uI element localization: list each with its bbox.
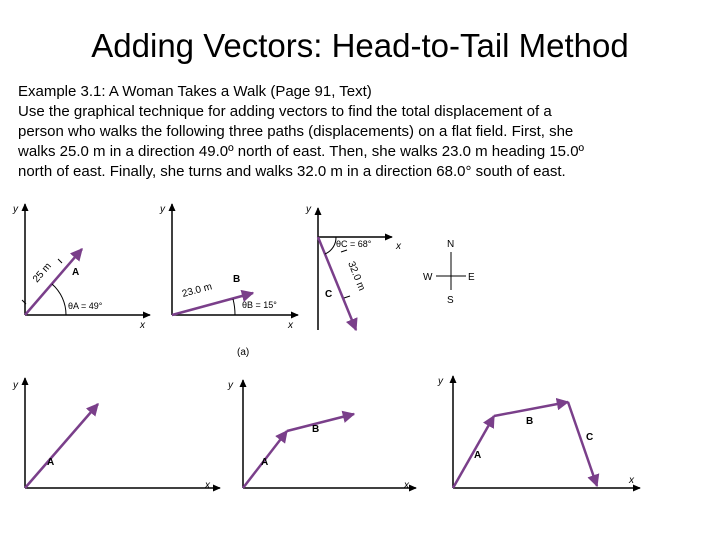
y-axis-label: y bbox=[228, 380, 233, 391]
vector-c-label: C bbox=[325, 289, 333, 300]
vector-c-arrow bbox=[568, 402, 597, 486]
figure-caption: (a) bbox=[237, 347, 250, 358]
angle-c-label: θC = 68° bbox=[336, 239, 372, 249]
body-line-1: Use the graphical technique for adding vectors to find the total displacement of a bbox=[18, 103, 552, 120]
x-axis-label: x bbox=[288, 320, 293, 331]
panel-vector-c bbox=[305, 204, 402, 330]
slide-title: Adding Vectors: Head-to-Tail Method bbox=[91, 27, 629, 64]
vector-b-arrow bbox=[287, 414, 354, 431]
angle-c-arc bbox=[325, 237, 336, 254]
y-axis-label: y bbox=[306, 204, 311, 215]
vector-b-label: B bbox=[526, 416, 534, 427]
x-axis-label: x bbox=[629, 475, 634, 486]
compass-north: N bbox=[447, 239, 455, 250]
vector-diagrams bbox=[0, 190, 720, 530]
compass-rose bbox=[423, 239, 475, 306]
vector-a-arrow bbox=[25, 404, 98, 488]
vector-b-label: B bbox=[312, 424, 320, 435]
length-c-label: 32.0 m bbox=[345, 260, 367, 293]
x-axis-label: x bbox=[396, 241, 401, 252]
panel-vector-b bbox=[159, 204, 298, 358]
x-axis-label: x bbox=[140, 320, 145, 331]
vector-b-label: B bbox=[233, 274, 241, 285]
x-axis-label: x bbox=[205, 480, 210, 491]
length-tick bbox=[341, 250, 347, 252]
y-axis-label: y bbox=[13, 204, 18, 215]
body-line-3: walks 25.0 m in a direction 49.0º north of east. Then, she walks 23.0 m heading 15.0º bbox=[18, 143, 585, 160]
sum-panel-a bbox=[12, 378, 220, 491]
example-heading: Example 3.1: A Woman Takes a Walk (Page 91, Text) bbox=[18, 83, 372, 100]
y-axis-label: y bbox=[13, 380, 18, 391]
panel-vector-a bbox=[12, 204, 150, 331]
vector-a-label: A bbox=[261, 457, 269, 468]
y-axis-label: y bbox=[438, 376, 443, 387]
compass-west: W bbox=[423, 272, 433, 283]
body-line-4: north of east. Finally, she turns and walks 32.0 m in a direction 68.0° south of east. bbox=[18, 163, 566, 180]
vector-a-label: A bbox=[72, 267, 80, 278]
slide-body-text bbox=[18, 82, 718, 182]
length-tick bbox=[344, 296, 350, 298]
vector-a-label: A bbox=[47, 457, 55, 468]
vector-b-arrow bbox=[494, 402, 568, 416]
sum-panel-ab bbox=[227, 380, 416, 491]
y-axis-label: y bbox=[160, 204, 165, 215]
length-b-label: 23.0 m bbox=[180, 281, 214, 300]
angle-b-arc bbox=[233, 299, 235, 315]
body-line-2: person who walks the following three paths (displacements) on a flat field. First, she bbox=[18, 123, 574, 140]
compass-east: E bbox=[468, 272, 475, 283]
angle-b-label: θB = 15° bbox=[242, 300, 277, 310]
vector-a-label: A bbox=[474, 450, 482, 461]
angle-a-arc bbox=[52, 284, 66, 315]
length-tick bbox=[58, 259, 62, 263]
compass-south: S bbox=[447, 295, 454, 306]
x-axis-label: x bbox=[404, 480, 409, 491]
vector-c-arrow bbox=[318, 237, 356, 330]
sum-panel-abc bbox=[437, 376, 640, 488]
length-a-label: 25 m bbox=[30, 260, 54, 285]
vector-c-label: C bbox=[586, 432, 594, 443]
angle-a-label: θA = 49° bbox=[68, 301, 103, 311]
